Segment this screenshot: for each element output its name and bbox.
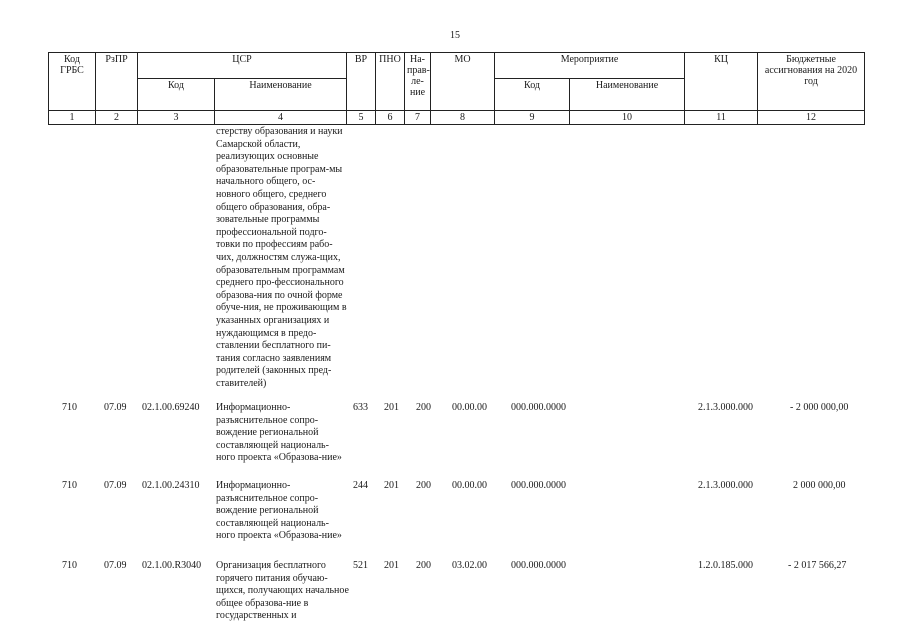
cell-vr: 244 (353, 480, 368, 491)
col-mo: МО (431, 53, 495, 111)
col-number: 6 (376, 111, 405, 125)
col-meropr-name: Наименование (570, 79, 685, 111)
cell-kc: 1.2.0.185.000 (698, 560, 753, 571)
cell-pno: 201 (384, 480, 399, 491)
col-kc: КЦ (685, 53, 758, 111)
cell-pno: 201 (384, 402, 399, 413)
cell-csr: 02.1.00.24310 (142, 480, 200, 491)
col-number: 10 (570, 111, 685, 125)
continuation-text: стерству образования и науки Самарской области, реализующих основные образовательные програм-мы начального общего, ос-новного общего, среднего общего образования, обра-зовательные программы профессиональной подго-товки по профессиям рабо-чих, должностям служа-щих, образовательным программам среднего про-фессионального образова-ния по очной форме обуче-ния, не проживающим в указанных организациях и нуждающимся в предо-ставлении бесплатного пи-тания согласно заявлениям родителей (законных пред-ставителей) (216, 126, 347, 389)
col-number: 9 (495, 111, 570, 125)
col-number: 2 (96, 111, 138, 125)
page-number: 15 (450, 30, 460, 41)
cell-pno: 201 (384, 560, 399, 571)
cell-mo: 03.02.00 (452, 560, 487, 571)
cell-grbs: 710 (62, 402, 77, 413)
cell-name: Информационно-разъяснительное сопро-вождение региональной составляющей националь-ного проекта «Образова-ние» (216, 480, 342, 542)
col-pno: ПНО (376, 53, 405, 111)
cell-amount: - 2 000 000,00 (790, 402, 849, 413)
cell-meropr: 000.000.0000 (511, 480, 566, 491)
col-meropr: Мероприятие (495, 53, 685, 79)
cell-napr: 200 (416, 480, 431, 491)
col-number: 11 (685, 111, 758, 125)
cell-vr: 633 (353, 402, 368, 413)
cell-kc: 2.1.3.000.000 (698, 480, 753, 491)
col-csr-kod: Код (138, 79, 215, 111)
cell-rzpr: 07.09 (104, 480, 127, 491)
col-number: 3 (138, 111, 215, 125)
col-number: 8 (431, 111, 495, 125)
col-number: 1 (49, 111, 96, 125)
col-napr: На-прав-ле-ние (405, 53, 431, 111)
cell-napr: 200 (416, 402, 431, 413)
column-number-row (49, 111, 865, 125)
col-vr: ВР (347, 53, 376, 111)
cell-name: Информационно-разъяснительное сопро-вождение региональной составляющей националь-ного проекта «Образова-ние» (216, 402, 342, 464)
cell-rzpr: 07.09 (104, 402, 127, 413)
cell-amount: - 2 017 566,27 (788, 560, 847, 571)
cell-meropr: 000.000.0000 (511, 402, 566, 413)
col-rzpr: РзПР (96, 53, 138, 111)
cell-grbs: 710 (62, 560, 77, 571)
col-csr-name: Наименование (215, 79, 347, 111)
cell-kc: 2.1.3.000.000 (698, 402, 753, 413)
col-number: 12 (758, 111, 865, 125)
cell-mo: 00.00.00 (452, 480, 487, 491)
cell-csr: 02.1.00.69240 (142, 402, 200, 413)
cell-vr: 521 (353, 560, 368, 571)
col-number: 4 (215, 111, 347, 125)
cell-name: Организация бесплатного горячего питания обучаю-щихся, получающих начальное общее образова-ние в государственных и (216, 560, 349, 622)
col-number: 5 (347, 111, 376, 125)
col-meropr-kod: Код (495, 79, 570, 111)
cell-meropr: 000.000.0000 (511, 560, 566, 571)
cell-csr: 02.1.00.R3040 (142, 560, 202, 571)
cell-napr: 200 (416, 560, 431, 571)
cell-rzpr: 07.09 (104, 560, 127, 571)
col-csr: ЦСР (138, 53, 347, 79)
cell-grbs: 710 (62, 480, 77, 491)
cell-amount: 2 000 000,00 (793, 480, 846, 491)
col-number: 7 (405, 111, 431, 125)
col-kod-grbs: Код ГРБС (49, 53, 96, 111)
budget-table-header (48, 52, 865, 125)
col-budget: Бюджетные ассигнования на 2020 год (758, 53, 865, 111)
cell-mo: 00.00.00 (452, 402, 487, 413)
